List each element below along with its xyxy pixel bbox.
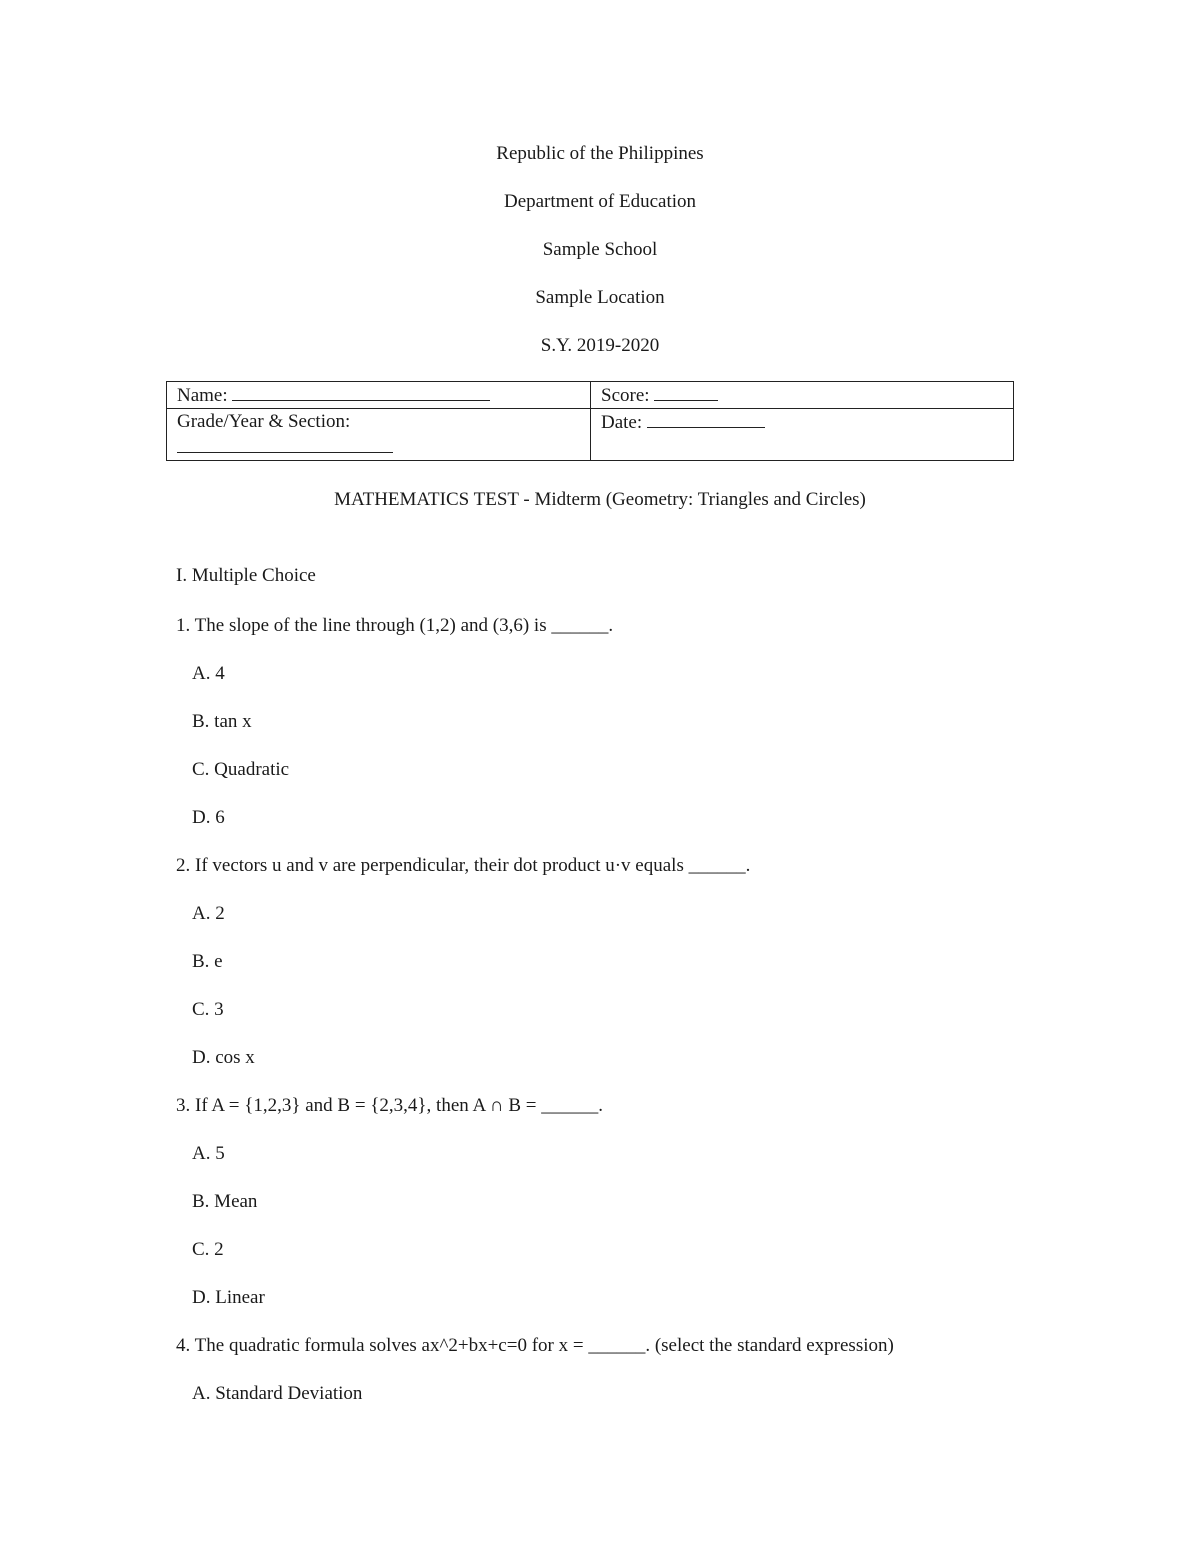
q2-option-d[interactable]: D. cos x xyxy=(192,1047,255,1068)
q1-option-a[interactable]: A. 4 xyxy=(192,663,225,684)
q3-option-a[interactable]: A. 5 xyxy=(192,1143,225,1164)
date-label: Date: xyxy=(601,412,643,433)
q3-option-c[interactable]: C. 2 xyxy=(192,1239,224,1260)
header-country: Republic of the Philippines xyxy=(496,143,704,164)
section-title: I. Multiple Choice xyxy=(176,565,316,586)
date-blank[interactable] xyxy=(647,409,765,428)
header-department: Department of Education xyxy=(503,191,697,212)
grade-label: Grade/Year & Section: xyxy=(177,411,351,432)
question-3: 3. If A = {1,2,3} and B = {2,3,4}, then A ∩ B = ______. xyxy=(176,1095,603,1116)
question-4: 4. The quadratic formula solves ax^2+bx+c=0 for x = ______. (select the standard expression) xyxy=(176,1335,894,1356)
q2-option-c[interactable]: C. 3 xyxy=(192,999,224,1020)
test-title: MATHEMATICS TEST - Midterm (Geometry: Triangles and Circles) xyxy=(334,489,866,510)
q2-option-a[interactable]: A. 2 xyxy=(192,903,225,924)
score-blank[interactable] xyxy=(654,382,718,401)
question-1: 1. The slope of the line through (1,2) and (3,6) is ______. xyxy=(176,615,614,636)
q3-option-d[interactable]: D. Linear xyxy=(192,1287,265,1308)
grade-blank[interactable] xyxy=(177,434,393,453)
name-blank[interactable] xyxy=(232,382,490,401)
q1-option-c[interactable]: C. Quadratic xyxy=(192,759,290,780)
q1-option-b[interactable]: B. tan x xyxy=(192,711,252,732)
score-cell xyxy=(591,382,1014,409)
student-info-table xyxy=(166,381,1014,461)
date-cell xyxy=(591,409,1014,461)
q4-option-a[interactable]: A. Standard Deviation xyxy=(192,1383,363,1404)
header-location: Sample Location xyxy=(535,287,665,308)
q3-option-b[interactable]: B. Mean xyxy=(192,1191,258,1212)
q2-option-b[interactable]: B. e xyxy=(192,951,223,972)
score-label: Score: xyxy=(601,385,650,406)
question-2: 2. If vectors u and v are perpendicular, their dot product u·v equals ______. xyxy=(176,855,751,876)
name-label: Name: xyxy=(177,385,228,406)
header-school-year: S.Y. 2019-2020 xyxy=(540,335,660,356)
q1-option-d[interactable]: D. 6 xyxy=(192,807,225,828)
grade-cell xyxy=(167,409,591,461)
header-school: Sample School xyxy=(542,239,658,260)
name-cell xyxy=(167,382,591,409)
